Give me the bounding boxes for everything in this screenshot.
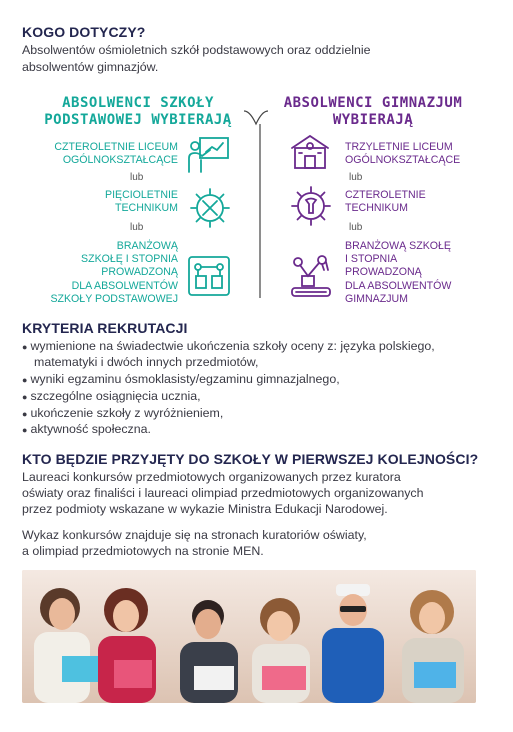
kto-para1-line-2: oświaty oraz finaliści i laureaci olimpiad przedmiotowych organizowanych — [22, 486, 424, 500]
left-option-3-line-3: PROWADZONĄ — [101, 266, 178, 279]
kto-para1-line-3: przez podmioty wskazane w wykazie Ministra Edukacji Narodowej. — [22, 502, 388, 516]
criteria-item-4 — [22, 405, 223, 423]
left-title-line-1: ABSOLWENCI SZKOŁY — [62, 95, 214, 111]
bullet: ● — [22, 409, 28, 419]
right-option-3 — [345, 240, 485, 306]
kto-para2-line-2: a olimpiad przedmiotowych na stronie MEN. — [22, 544, 264, 558]
kogo-line-2: absolwentów gimnazjów. — [22, 60, 159, 74]
left-option-3 — [30, 240, 178, 306]
right-option-2-line-1: CZTEROLETNIE — [345, 189, 426, 201]
criteria-item-5 — [22, 421, 151, 439]
right-option-3-line-5: GIMNAZJUM — [345, 292, 408, 305]
kto-para2-line-1: Wykaz konkursów znajduje się na stronach kuratoriów oświaty, — [22, 528, 367, 542]
circuit-board-icon — [186, 254, 232, 298]
right-title-line-2: WYBIERAJĄ — [332, 112, 414, 128]
right-or-2: lub — [349, 222, 363, 233]
right-option-3-line-2: I STOPNIA — [345, 253, 398, 266]
left-option-2-line-2: TECHNIKUM — [115, 202, 178, 215]
right-option-3-line-1: BRANŻOWĄ SZKOŁĘ — [345, 240, 451, 252]
criteria-item-4-text: ukończenie szkoły z wyróżnieniem, — [30, 406, 224, 420]
right-column-title — [268, 95, 478, 129]
left-option-3-line-4: DLA ABSOLWENTÓW — [71, 279, 178, 292]
left-option-3-line-1: BRANŻOWĄ — [116, 240, 178, 252]
bullet: ● — [22, 375, 28, 385]
bullet: ● — [22, 342, 28, 352]
gear-wrench-icon — [289, 184, 333, 228]
left-option-3-line-2: SZKOŁĘ I STOPNIA — [81, 253, 178, 266]
left-column-title — [38, 95, 238, 129]
left-or-1: lub — [130, 172, 144, 183]
criteria-item-3-text: szczególne osiągnięcia ucznia, — [30, 389, 201, 403]
bullet: ● — [22, 425, 28, 435]
criteria-item-1 — [22, 338, 435, 356]
center-divider — [240, 108, 280, 300]
right-option-1 — [345, 141, 485, 167]
left-option-1-line-2: OGÓLNOKSZTAŁCĄCE — [62, 154, 178, 167]
students-illustration — [22, 570, 476, 703]
left-option-2 — [30, 189, 178, 215]
section-heading-kryteria: KRYTERIA REKRUTACJI — [22, 320, 188, 336]
left-option-1 — [30, 141, 178, 167]
criteria-item-2-text: wyniki egzaminu ósmoklasisty/egzaminu gimnazjalnego, — [30, 372, 340, 386]
left-title-line-2: PODSTAWOWEJ WYBIERAJĄ — [44, 112, 232, 128]
kogo-line-1: Absolwentów ośmioletnich szkół podstawowych oraz oddzielnie — [22, 43, 371, 57]
students-reading-photo — [22, 570, 476, 703]
criteria-item-1-text: wymienione na świadectwie ukończenia szkoły oceny z: języka polskiego, — [30, 339, 435, 353]
right-option-2 — [345, 189, 485, 215]
left-option-3-line-5: SZKOŁY PODSTAWOWEJ — [50, 292, 178, 305]
robot-arm-icon — [288, 252, 334, 300]
right-option-3-line-3: PROWADZONĄ — [345, 266, 422, 279]
left-or-2: lub — [130, 222, 144, 233]
right-or-1: lub — [349, 172, 363, 183]
criteria-item-2 — [22, 371, 340, 389]
right-option-3-line-4: DLA ABSOLWENTÓW — [345, 279, 452, 292]
gear-tools-icon — [188, 186, 232, 230]
section-heading-kto: KTO BĘDZIE PRZYJĘTY DO SZKOŁY W PIERWSZEJ KOLEJNOŚCI? — [22, 451, 479, 467]
kto-para1-line-1: Laureaci konkursów przedmiotowych organizowanych przez kuratora — [22, 470, 401, 484]
section-heading-kogo: KOGO DOTYCZY? — [22, 24, 146, 40]
right-title-line-1: ABSOLWENCI GIMNAZJUM — [283, 95, 463, 111]
criteria-item-1-cont: matematyki i dwóch innych przedmiotów, — [34, 355, 259, 369]
right-option-1-line-1: TRZYLETNIE LICEUM — [345, 141, 453, 153]
school-building-icon — [288, 132, 332, 172]
teacher-board-icon — [186, 134, 232, 176]
left-option-2-line-1: PIĘCIOLETNIE — [105, 189, 178, 201]
criteria-item-3 — [22, 388, 201, 406]
left-option-1-line-1: CZTEROLETNIE LICEUM — [54, 141, 178, 153]
bullet: ● — [22, 392, 28, 402]
criteria-item-5-text: aktywność społeczna. — [30, 422, 151, 436]
right-option-1-line-2: OGÓLNOKSZTAŁCĄCE — [345, 154, 461, 167]
right-option-2-line-2: TECHNIKUM — [345, 202, 408, 215]
